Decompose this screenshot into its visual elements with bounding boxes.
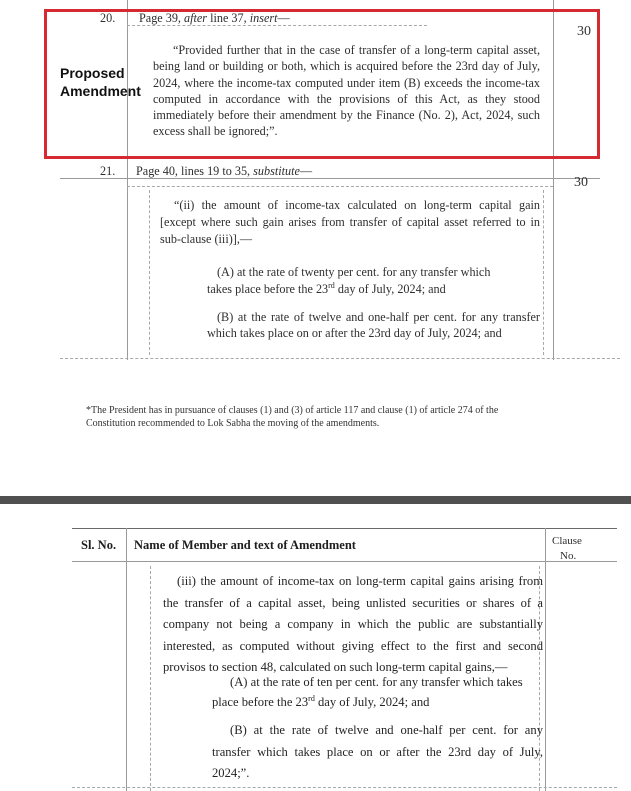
amendment-label: Amendment — [60, 83, 141, 99]
page-separator-bar — [0, 496, 631, 504]
p2-para-iii: (iii) the amount of income-tax on long-term capital gains arising from the transfer of a capital asset, being unlisted securities or shares of a company not being a company in which the public are substantially interested, as computed without giving effect to the first and second provisos to section 48, calculated on such long-term capital gains,— — [163, 574, 543, 674]
row-20-instruction: Page 39, after line 37, insert— — [139, 11, 290, 25]
row-20-clause-no: 30 — [577, 24, 591, 39]
row-21-inner-left — [149, 190, 150, 355]
footnote-line-2: Constitution recommended to Lok Sabha the moving of the amendments. — [86, 418, 380, 429]
row-20-sl-no: 20. — [100, 11, 116, 25]
footnote-line-1: *The President has in pursuance of clauses (1) and (3) of article 117 and clause (1) of article 274 of the — [86, 405, 499, 416]
row-21-para-a-line1: (A) at the rate of twenty per cent. for any transfer which — [217, 265, 491, 279]
p2-para-b: (B) at the rate of twelve and one-half per cent. for any transfer which takes place on or after the 23rd day of July, 2024;”. — [212, 723, 543, 780]
proposed-amendment-highlight — [44, 9, 600, 159]
row-21-inner-right — [543, 190, 544, 355]
header-clause: Clause — [552, 535, 582, 547]
p2-column-divider-left — [126, 528, 127, 791]
row-21-instruction: Page 40, lines 19 to 35, substitute— — [136, 164, 313, 178]
row-20-amendment-text: “Provided further that in the case of transfer of a long-term capital asset, being land or building or both, which is acquired before the 23rd day of July, 2024, where the income-tax computed under item (B) exceeds the income-tax computed in accordance with the provisions of this Act, as they stood immediately before their amendment by the Finance (No. 2), Act, 2024, such excess shall be ignored;”. — [153, 43, 540, 139]
proposed-label: Proposed — [60, 65, 125, 81]
row-21-underline — [127, 186, 553, 187]
row-21-para-b: (B) at the rate of twelve and one-half per cent. for any transfer which takes place on or after the 23rd day of July, 2024; and — [207, 310, 540, 340]
header-top-border — [72, 528, 617, 529]
row-21-sl-no: 21. — [100, 164, 116, 178]
p2-inner-left — [150, 566, 151, 791]
header-clause-no: No. — [560, 550, 577, 562]
header-sl-no: Sl. No. — [81, 538, 117, 552]
p2-para-a-line2: place before the 23rd day of July, 2024; and — [212, 693, 430, 709]
page-2 — [0, 504, 631, 791]
p2-bottom-border — [72, 787, 617, 788]
header-bottom-border — [72, 561, 617, 562]
p2-column-divider-right — [545, 528, 546, 791]
row-21-bottom-border — [60, 358, 620, 359]
row-21-para-a-line2: takes place before the 23rd day of July, 2024; and — [207, 280, 446, 296]
header-name-and-text: Name of Member and text of Amendment — [134, 538, 356, 552]
row-21-para-ii: “(ii) the amount of income-tax calculated on long-term capital gain [except where such gain arises from transfer of capital asset referred to in sub-clause (iii)],— — [160, 198, 540, 246]
p2-para-a-line1: (A) at the rate of ten per cent. for any transfer which takes — [230, 675, 523, 689]
row-21-clause-no: 30 — [574, 175, 588, 190]
